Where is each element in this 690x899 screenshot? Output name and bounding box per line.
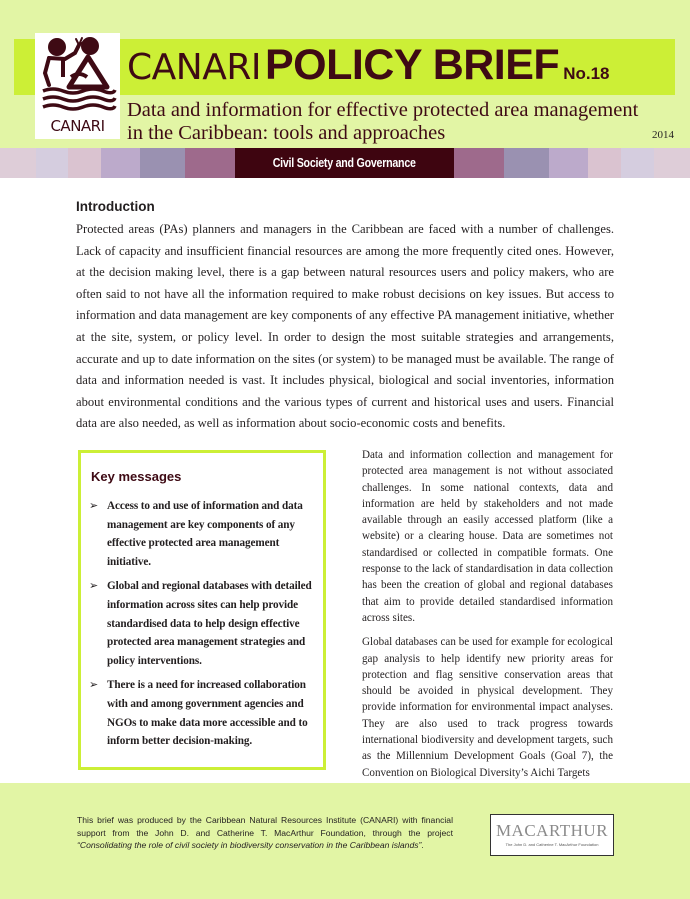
macarthur-logo [490,814,614,856]
key-message-item [87,497,319,571]
stripe-segment [504,148,549,178]
key-message-text: Access to and use of information and data management are key components of any effective protected area management initiative. [107,500,303,568]
section-band-label [235,148,454,178]
arrowhead-bullet-icon: ➢ [89,579,99,593]
key-message-text: There is a need for increased collaboration with and among government agencies and NGOs to make data more accessible and to inform better decision-making. [107,679,308,748]
footer-credit [77,814,453,852]
logo-wordmark: CANARI [50,117,105,135]
key-message-item [87,577,319,670]
arrowhead-bullet-icon: ➢ [89,499,99,512]
footer [0,783,690,899]
stripe-segment [68,148,101,178]
stripe-segment [0,148,36,178]
stripe-segment [36,148,68,178]
key-messages-heading: Key messages [91,469,182,484]
key-messages-list [87,497,319,757]
canari-logo [35,33,120,139]
canari-people-icon [35,33,120,119]
key-message-item [87,676,319,750]
stripe-segment [185,148,235,178]
stripe-segment [621,148,654,178]
footer-project-title: “Consolidating the role of civil society in biodiversity conservation in the Caribbean islands” [77,840,422,850]
macarthur-foundation-line: The John D. and Catherine T. MacArthur Foundation [505,842,599,847]
stripe-segment [140,148,185,178]
brief-subtitle: Data and information for effective protected area management in the Caribbean: tools and approaches [127,99,639,144]
publication-title [127,41,610,93]
stripe-segment [654,148,690,178]
stripe-segment [101,148,140,178]
brand-policy-brief: POLICY BRIEF [264,41,560,89]
key-message-text: Global and regional databases with detailed information across sites can help provide standardised data to help design effective protected area management strategies and policy interventions. [107,580,312,667]
introduction-body: Protected areas (PAs) planners and managers in the Caribbean are faced with a number of challenges. Lack of capacity and insufficient financial resources are among the more frequently cited ones. However, at the decision making level, there is a gap between natural resources users and policy makers, who are often said to not have all the information required to make robust decisions on key issues. But access to information and data management are key components of any effective PA management initiative, whether at the site, system, or policy level. In order to design the most suitable strategies and arrangements, accurate and up to date information on the sites (or system) to be managed must be available. The range of data and information needed is vast. It includes physical, biological and social inventories, information about environmental conditions and the various types of current and historical uses and users. Financial data are also needed, as well as information about socio-economic costs and benefits. [76,222,614,431]
body-paragraph: Global databases can be used for example for ecological gap analysis to help identify new priority areas for protection and flag sensitive conservation areas that should be avoided in physical development. They provide information for environmental impact analyses. They are also used to track progress towards international biodiversity and development targets, such as the Millennium Development Goals (Goal 7), the Convention on Biological Diversity’s Aichi Targets [362,636,613,779]
right-column [362,447,613,789]
stripe-segment [549,148,588,178]
publication-year: 2014 [652,129,674,141]
footer-credit-end: . [421,840,424,850]
band-label-text: Civil Society and Governance [272,155,416,170]
introduction-heading: Introduction [76,199,155,214]
body-paragraph: Data and information collection and management for protected area management is not without associated challenges. In some national contexts, data and information are held by stakeholders and not made available through an easily accessed platform (like a website) or a clearing house. Data are sometimes not standardised or collected in compatible formats. One response to the lack of standardisation in data collection has been the creation of global and regional databases that aim to provide detailed standardised information across sites. [362,449,613,624]
issue-number: No.18 [563,64,610,83]
stripe-segment [588,148,621,178]
arrowhead-bullet-icon: ➢ [89,678,99,692]
header-banner [0,0,690,148]
brand-canari: CANARI [127,47,261,88]
key-messages-box [78,450,326,770]
stripe-segment [454,148,504,178]
macarthur-wordmark: MACARTHUR [495,821,609,840]
footer-credit-text: This brief was produced by the Caribbean Natural Resources Institute (CANARI) with financial support from the John D. and Catherine T. MacArthur Foundation, through the project [77,815,453,838]
